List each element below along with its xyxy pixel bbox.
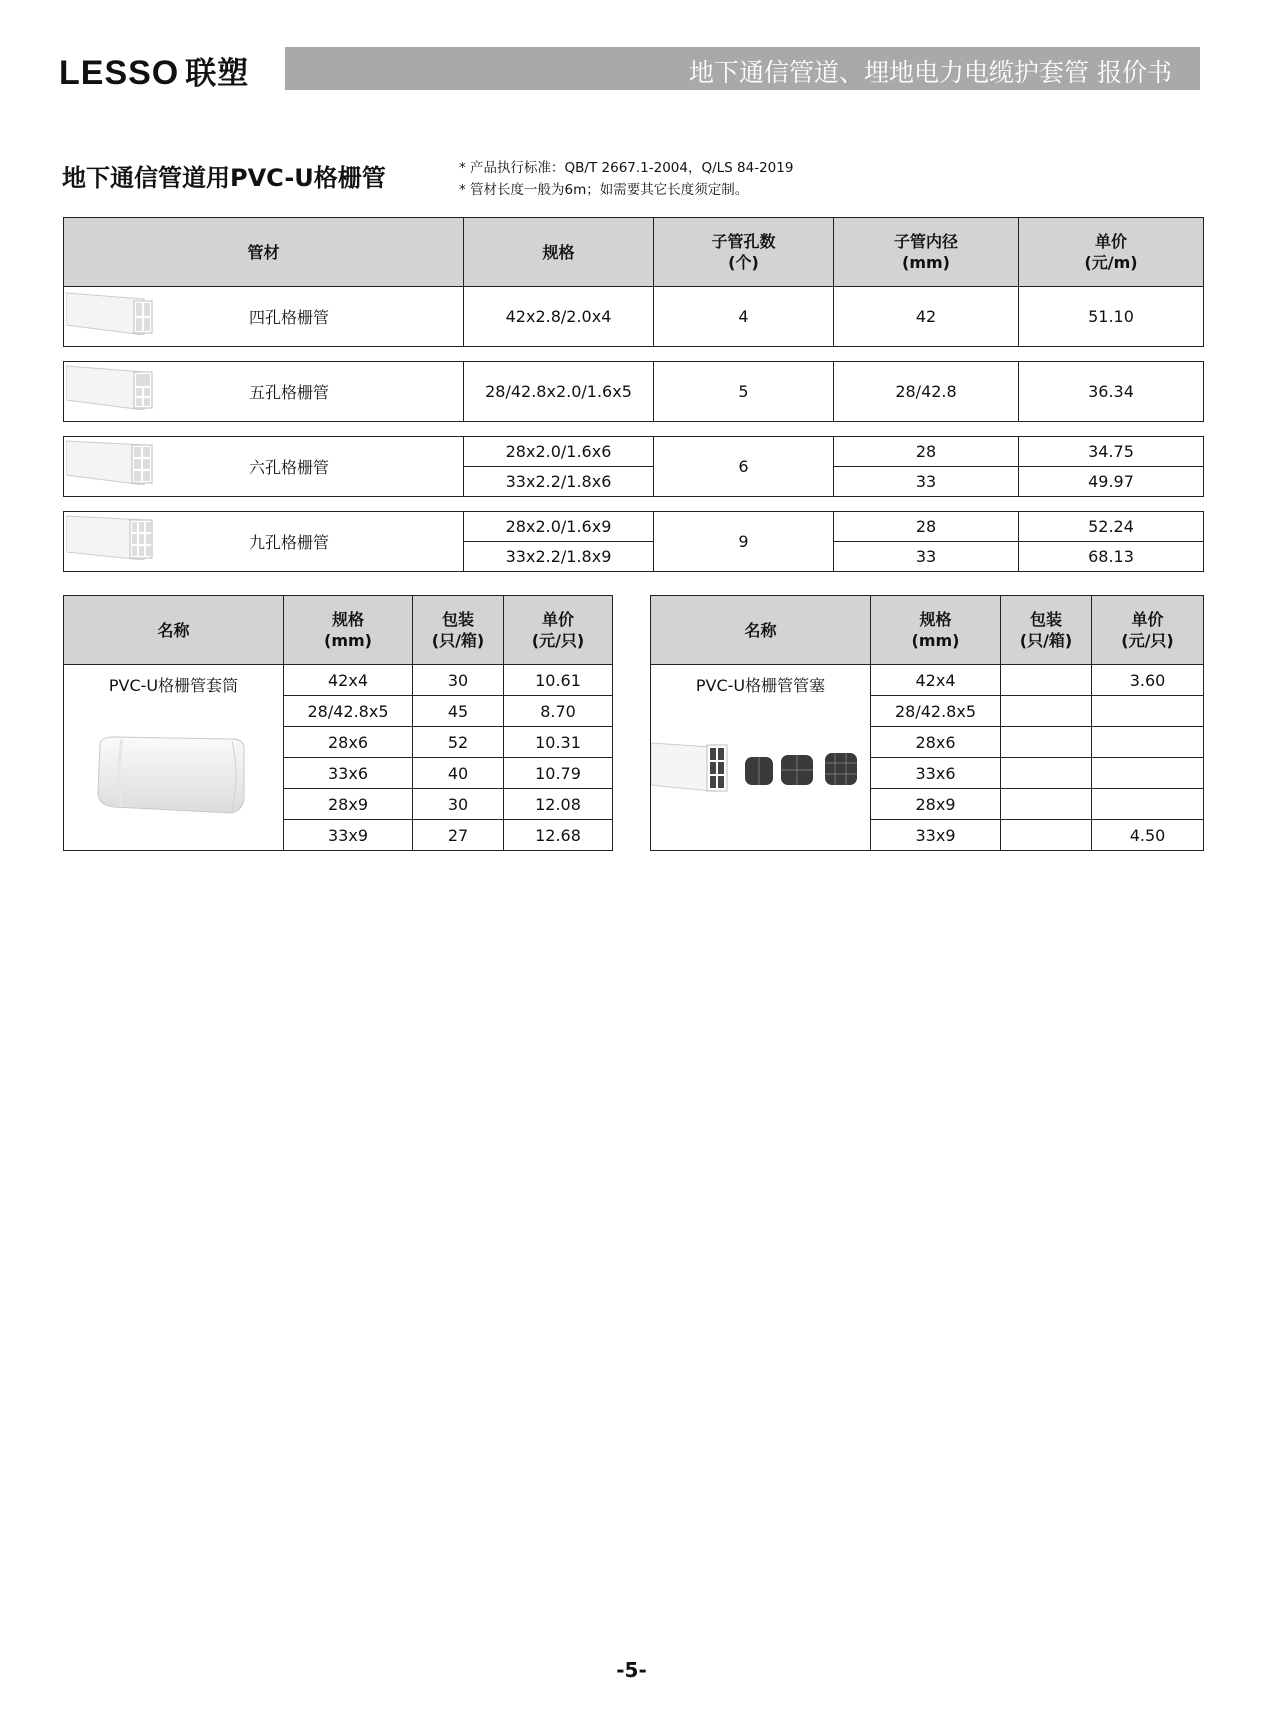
table-header-row (64, 218, 1204, 287)
section-notes (459, 157, 793, 201)
spec-cell: 33x6 (284, 758, 413, 789)
header-banner (285, 47, 1200, 90)
product-name: 五孔格栅管 (249, 383, 330, 402)
pack-cell (1001, 665, 1092, 696)
pack-cell: 52 (413, 727, 504, 758)
price-cell: 10.79 (504, 758, 613, 789)
header-pack: 包装 (只/箱) (413, 596, 504, 665)
price-cell: 8.70 (504, 696, 613, 727)
spec-cell: 33x2.2/1.8x6 (464, 467, 654, 497)
spec-cell: 33x9 (871, 820, 1001, 851)
table-row (64, 362, 1204, 422)
sleeve-coupling-icon (92, 733, 252, 818)
header-spec: 规格 (464, 218, 654, 287)
spec-cell: 28x2.0/1.6x6 (464, 437, 654, 467)
header-name: 名称 (651, 596, 871, 665)
spec-cell: 28x6 (284, 727, 413, 758)
sleeve-price-table (63, 595, 613, 851)
table-header-row (64, 596, 613, 665)
header-pack: 包装 (只/箱) (1001, 596, 1092, 665)
pack-cell: 30 (413, 665, 504, 696)
diameter-cell: 28/42.8 (834, 362, 1019, 422)
table-row (64, 287, 1204, 347)
price-cell (1092, 727, 1204, 758)
price-cell: 68.13 (1019, 542, 1204, 572)
five-hole-pipe-icon (66, 364, 154, 410)
header-holes: 子管孔数 (个) (654, 218, 834, 287)
pipe-plug-icon (651, 739, 869, 799)
pack-cell: 45 (413, 696, 504, 727)
section-title: 地下通信管道用PVC-U格栅管 (62, 164, 386, 192)
product-cell (64, 512, 464, 572)
pack-cell (1001, 758, 1092, 789)
price-cell: 52.24 (1019, 512, 1204, 542)
header-name: 名称 (64, 596, 284, 665)
six-hole-pipe-icon (66, 439, 154, 485)
price-cell: 12.08 (504, 789, 613, 820)
spec-cell: 42x2.8/2.0x4 (464, 287, 654, 347)
diameter-cell: 33 (834, 542, 1019, 572)
product-name: 九孔格栅管 (249, 533, 330, 552)
table-row (64, 512, 1204, 542)
table-header-row (651, 596, 1204, 665)
spec-cell: 28/42.8x5 (284, 696, 413, 727)
header-spec: 规格 (mm) (871, 596, 1001, 665)
plug-name-cell (651, 665, 871, 851)
price-cell: 49.97 (1019, 467, 1204, 497)
pack-cell (1001, 696, 1092, 727)
header-diameter: 子管内径 (mm) (834, 218, 1019, 287)
diameter-cell: 33 (834, 467, 1019, 497)
spec-cell: 42x4 (871, 665, 1001, 696)
spec-cell: 33x9 (284, 820, 413, 851)
spec-cell: 28x6 (871, 727, 1001, 758)
price-cell (1092, 758, 1204, 789)
diameter-cell: 42 (834, 287, 1019, 347)
price-cell: 10.61 (504, 665, 613, 696)
holes-cell: 9 (654, 512, 834, 572)
spec-cell: 33x2.2/1.8x9 (464, 542, 654, 572)
price-cell: 36.34 (1019, 362, 1204, 422)
page-number: -5- (616, 1658, 647, 1682)
note-standard: * 产品执行标准：QB/T 2667.1-2004，Q/LS 84-2019 (459, 160, 794, 176)
price-cell (1092, 696, 1204, 727)
product-cell (64, 287, 464, 347)
price-cell: 10.31 (504, 727, 613, 758)
header-price: 单价 (元/只) (1092, 596, 1204, 665)
header-price: 单价 (元/只) (504, 596, 613, 665)
table-row (64, 665, 613, 696)
header-price: 单价 (元/m) (1019, 218, 1204, 287)
pipe-price-table (63, 217, 1204, 572)
price-cell: 34.75 (1019, 437, 1204, 467)
diameter-cell: 28 (834, 512, 1019, 542)
price-cell: 4.50 (1092, 820, 1204, 851)
header-spec: 规格 (mm) (284, 596, 413, 665)
note-length: * 管材长度一般为6m；如需要其它长度须定制。 (459, 182, 749, 198)
spec-cell: 28x2.0/1.6x9 (464, 512, 654, 542)
logo-cn: 联塑 (185, 56, 250, 92)
pack-cell (1001, 727, 1092, 758)
nine-hole-pipe-icon (66, 514, 154, 560)
holes-cell: 4 (654, 287, 834, 347)
sleeve-name: PVC-U格栅管套筒 (108, 676, 239, 695)
price-cell: 12.68 (504, 820, 613, 851)
price-cell (1092, 789, 1204, 820)
pack-cell: 40 (413, 758, 504, 789)
table-row (651, 665, 1204, 696)
diameter-cell: 28 (834, 437, 1019, 467)
pack-cell: 30 (413, 789, 504, 820)
four-hole-pipe-icon (66, 289, 154, 335)
product-name: 四孔格栅管 (249, 308, 330, 327)
price-cell: 51.10 (1019, 287, 1204, 347)
spec-cell: 28x9 (284, 789, 413, 820)
holes-cell: 6 (654, 437, 834, 497)
product-name: 六孔格栅管 (249, 458, 330, 477)
header-material: 管材 (64, 218, 464, 287)
table-row (64, 437, 1204, 467)
plug-price-table (650, 595, 1204, 851)
pack-cell (1001, 789, 1092, 820)
spec-cell: 28/42.8x2.0/1.6x5 (464, 362, 654, 422)
product-cell (64, 362, 464, 422)
sleeve-name-cell (64, 665, 284, 851)
pack-cell (1001, 820, 1092, 851)
holes-cell: 5 (654, 362, 834, 422)
price-cell: 3.60 (1092, 665, 1204, 696)
banner-title: 地下通信管道、埋地电力电缆护套管 报价书 (689, 58, 1172, 87)
spec-cell: 28/42.8x5 (871, 696, 1001, 727)
spec-cell: 33x6 (871, 758, 1001, 789)
logo-en: LESSO (59, 54, 180, 92)
brand-logo (59, 48, 249, 93)
spec-cell: 42x4 (284, 665, 413, 696)
plug-name: PVC-U格栅管管塞 (695, 676, 826, 695)
pack-cell: 27 (413, 820, 504, 851)
product-cell (64, 437, 464, 497)
spec-cell: 28x9 (871, 789, 1001, 820)
